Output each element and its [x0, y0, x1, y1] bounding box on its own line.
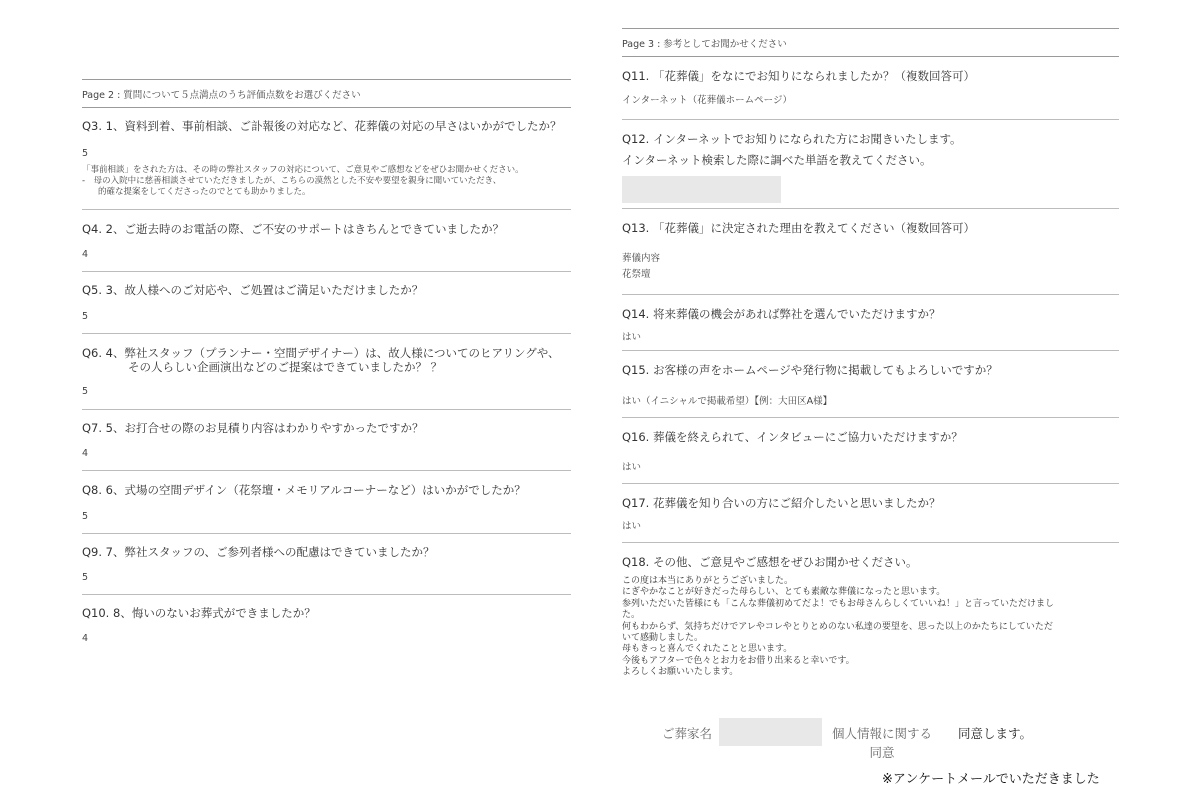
q18-answer: この度は本当にありがとうございました。 にぎやかなことが好きだった母らしい、とても素敵な葬儀になったと思います。 参列いただいた皆様にも「こんな葬儀初めてだよ！でもお母さんらしくていいね！」と言っていただけまし た。 何もわからず、気持ちだけでアレやコレやとりとめのない私達の要望を、思った以上のかたちにしていただ いて感動しました。 母もきっと喜んでくれたことと思います。 今後もアフターで色々とお力をお借り出来ると幸いです。 よろしくお願いいたします。 [622, 576, 1055, 678]
q3-note-line1: 「事前相談」をされた方は、その時の弊社スタッフの対応について、ご意見やご感想などをぜひお聞かせください。 [82, 165, 524, 175]
q9-answer: 5 [82, 572, 89, 583]
q5-answer: 5 [82, 311, 89, 322]
question-q5 [82, 272, 571, 334]
question-q7 [82, 410, 571, 471]
q12-answer-field [622, 176, 781, 203]
q8-title: Q8. 6、式場の空間デザイン（花祭壇・メモリアルコーナーなど）はいかがでしたか？ [82, 483, 526, 497]
q17-title: Q17. 花葬儀を知り合いの方にご紹介したいと思いましたか？ [622, 496, 941, 510]
privacy-consent-value: 同意します。 [958, 726, 1033, 741]
q12-title-line1: Q12. インターネットでお知りになられた方にお聞きいたします。 [622, 132, 962, 146]
q10-title: Q10. 8、悔いのないお葬式ができましたか？ [82, 606, 316, 620]
q7-answer: 4 [82, 448, 89, 459]
q16-answer: はい [622, 462, 642, 473]
question-q4 [82, 210, 571, 272]
q13-answer-1: 葬儀内容 [622, 253, 661, 264]
question-q18 [622, 543, 1119, 693]
q3-answer: 5 [82, 148, 89, 159]
question-q6 [82, 334, 571, 410]
source-note: ※アンケートメールでいただきました [882, 772, 1100, 787]
question-q8 [82, 471, 571, 534]
q15-answer: はい（イニシャルで掲載希望）【例：大田区A様】 [622, 396, 833, 407]
q3-title: Q3. 1、資料到着、事前相談、ご訃報後の対応など、花葬儀の対応の早さはいかがでしたか？ [82, 119, 562, 133]
family-name-label: ご葬家名 [662, 726, 713, 741]
question-q3 [82, 108, 571, 210]
q6-answer: 5 [82, 386, 89, 397]
privacy-consent-label: 個人情報に関する同意 [831, 726, 932, 760]
page-2-header: Page 2 : 質問について５点満点のうち評価点数をお選びください [82, 79, 571, 108]
q3-note-line3: 的確な提案をしてくださったのでとても助かりました。 [98, 187, 311, 197]
q6-title-line2: その人らしい企画演出などのご提案はできていましたか？ ？ [128, 360, 443, 374]
q15-title: Q15. お客様の声をホームページや発行物に掲載してもよろしいですか？ [622, 363, 998, 377]
question-q12 [622, 120, 1119, 209]
q10-answer: 4 [82, 633, 89, 644]
page-3-section [622, 28, 1119, 693]
question-q11 [622, 57, 1119, 120]
q11-title: Q11. 「花葬儀」をなにでお知りになられましたか？（複数回答可） [622, 69, 975, 83]
family-name-field [719, 718, 822, 746]
question-q15 [622, 351, 1119, 418]
q11-answer: インターネット（花葬儀ホームページ） [622, 95, 792, 106]
question-q9 [82, 534, 571, 595]
question-q10 [82, 595, 571, 655]
q16-title: Q16. 葬儀を終えられて、インタビューにご協力いただけますか？ [622, 430, 963, 444]
q6-title-line1: Q6. 4、弊社スタッフ（プランナー・空間デザイナー）は、故人様についてのヒアリングや、 [82, 346, 560, 360]
page-3-header: Page 3 : 参考としてお聞かせください [622, 28, 1119, 57]
q13-answer-2: 花祭壇 [622, 269, 651, 280]
page-2-section [82, 79, 571, 655]
q14-answer: はい [622, 332, 642, 343]
question-q16 [622, 418, 1119, 484]
q17-answer: はい [622, 521, 642, 532]
q9-title: Q9. 7、弊社スタッフの、ご参列者様への配慮はできていましたか？ [82, 545, 435, 559]
question-q17 [622, 484, 1119, 543]
q12-title-line2: インターネット検索した際に調べた単語を教えてください。 [622, 153, 932, 167]
q13-title: Q13. 「花葬儀」に決定された理由を教えてください（複数回答可） [622, 221, 975, 235]
q5-title: Q5. 3、故人様へのご対応や、ご処置はご満足いただけましたか？ [82, 283, 424, 297]
q4-answer: 4 [82, 249, 89, 260]
q8-answer: 5 [82, 511, 89, 522]
q14-title: Q14. 将来葬儀の機会があれば弊社を選んでいただけますか？ [622, 307, 941, 321]
q18-title: Q18. その他、ご意見やご感想をぜひお聞かせください。 [622, 555, 918, 569]
question-q14 [622, 295, 1119, 351]
question-q13 [622, 209, 1119, 295]
q7-title: Q7. 5、お打合せの際のお見積り内容はわかりやすかったですか？ [82, 421, 424, 435]
q3-note-line2: - 母の入院中に慈善相談させていただきましたが、こちらの漠然とした不安や要望を親身に聞いていただき、 [82, 176, 502, 186]
q4-title: Q4. 2、ご逝去時のお電話の際、ご不安のサポートはきちんとできていましたか？ [82, 222, 504, 236]
